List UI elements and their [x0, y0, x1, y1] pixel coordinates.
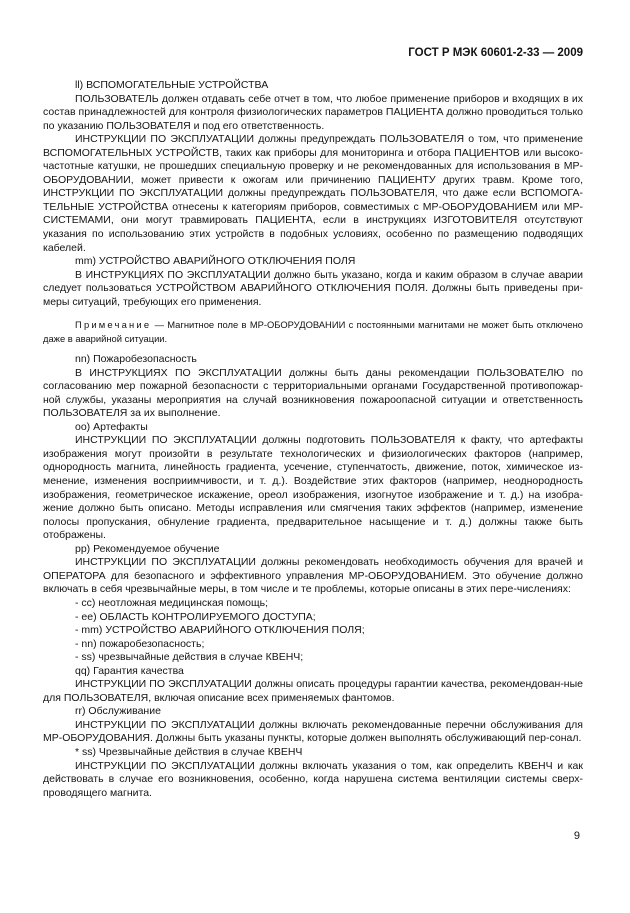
note-label: Примечание	[75, 319, 152, 331]
note	[43, 318, 583, 345]
section-heading-pp: рр) Рекомендуемое обучение	[75, 542, 220, 555]
list-item: - mm) УСТРОЙСТВО АВАРИЙНОГО ОТКЛЮЧЕНИЯ ПОЛЯ;	[75, 624, 365, 637]
section-heading-oo: оо) Артефакты	[75, 420, 148, 433]
note-text: — Магнитное поле в МР-ОБОРУДОВАНИИ с постоянными магнитами не может быть отключено даже в аварийной ситуации.	[43, 319, 583, 344]
paragraph: В ИНСТРУКЦИЯХ ПО ЭКСПЛУАТАЦИИ должно быть указано, когда и каким образом в случае аварии следует пользоваться УСТРОЙСТВОМ АВАРИЙНОГО ОТКЛЮЧЕНИЯ ПОЛЯ. Должны быть приведены при-меры ситуаций, требующих его применения.	[43, 268, 583, 308]
paragraph: ИНСТРУКЦИИ ПО ЭКСПЛУАТАЦИИ должны рекомендовать необходимость обучения для врачей и ОПЕРАТОРА для безопасного и эффективного управления МР-ОБОРУДОВАНИЕМ. Это обучение должно включать в себя чрезвычайные меры, в том числе и те проблемы, которые описаны в этих пере-числениях:	[43, 556, 583, 596]
paragraph: ИНСТРУКЦИИ ПО ЭКСПЛУАТАЦИИ должны описать процедуры гарантии качества, рекомендован-ные для ПОЛЬЗОВАТЕЛЯ, включая описание всех применяемых фантомов.	[43, 678, 583, 704]
section-heading-mm: mm) УСТРОЙСТВО АВАРИЙНОГО ОТКЛЮЧЕНИЯ ПОЛЯ	[75, 255, 356, 268]
list-item: - ss) чрезвычайные действия в случае КВЕНЧ;	[75, 651, 304, 664]
list-item: - nn) пожаробезопасность;	[75, 637, 205, 650]
standard-header: ГОСТ Р МЭК 60601-2-33 — 2009	[408, 47, 583, 59]
paragraph: ПОЛЬЗОВАТЕЛЬ должен отдавать себе отчет в том, что любое применение приборов и входящих в их состав принадлежностей для контроля физиологических параметров ПАЦИЕНТА должно проводиться только по указанию ПОЛЬЗОВАТЕЛЯ и под его ответственность.	[43, 92, 583, 132]
paragraph: ИНСТРУКЦИИ ПО ЭКСПЛУАТАЦИИ должны включать рекомендованные перечни обслуживания для МР-ОБОРУДОВАНИЯ. Должны быть указаны пункты, которые должен выполнять обслуживающий пер-сонал.	[43, 718, 583, 745]
paragraph: ИНСТРУКЦИИ ПО ЭКСПЛУАТАЦИИ должны подготовить ПОЛЬЗОВАТЕЛЯ к факту, что артефакты изображения могут произойти в результате технологических и физиологических факторов (например, однородность магнита, линейность градиента, усечение, ступенчатость, движение, поток, химическое из-менение, изменения восприимчивости, и т. д.). Воздействие этих факторов (например, неоднородность изображения, геометрическое искажение, ореол изображения, изогнутое изображение и т. д.) на изобра-жение должно быть описано. Методы исправления или смягчения таких эффектов (например, изменение полосы пропускания, обнуление градиента, предварительное насыщение и т. д.) должны также быть отображены.	[43, 434, 583, 542]
section-heading-qq: qq) Гарантия качества	[75, 664, 184, 677]
document-body	[43, 79, 583, 800]
section-heading-ss: * ss) Чрезвычайные действия в случае КВЕНЧ	[75, 745, 303, 758]
paragraph: В ИНСТРУКЦИЯХ ПО ЭКСПЛУАТАЦИИ должны быть даны рекомендации ПОЛЬЗОВАТЕЛЮ по согласованию мер пожарной безопасности с территориальными органами Государственной противопожар-ной службы, указаны мероприятия на случай возникновения пожароопасной ситуации и ответственность ПОЛЬЗОВАТЕЛЯ за их выполнение.	[43, 366, 583, 420]
list-item: - сс) неотложная медицинская помощь;	[75, 596, 269, 609]
paragraph: ИНСТРУКЦИИ ПО ЭКСПЛУАТАЦИИ должны предупреждать ПОЛЬЗОВАТЕЛЯ о том, что применение ВСПОМОГАТЕЛЬНЫХ УСТРОЙСТВ, таких как приборы для мониторинга и отбора ПАЦИЕНТОВ или высоко-частотные катушки, не прошедших специальную проверку и не рекомендованных для использования в МР-ОБОРУДОВАНИИ, может привести к ожогам или причинению ПАЦИЕНТУ других травм. Кроме того, ИНСТРУКЦИИ ПО ЭКСПЛУАТАЦИИ должны предупреждать ПОЛЬЗОВАТЕЛЯ, что даже если ВСПОМОГА-ТЕЛЬНЫЕ УСТРОЙСТВА отнесены к категориям приборов, совместимых с МР-ОБОРУДОВАНИЕМ или МР-СИСТЕМАМИ, они могут травмировать ПАЦИЕНТА, если в инструкциях ИЗГОТОВИТЕЛЯ отсутствуют указания по использованию этих устройств в подобных условиях, особенно по размещению подводящих кабелей.	[43, 133, 583, 254]
section-heading-ll: ll) ВСПОМОГАТЕЛЬНЫЕ УСТРОЙСТВА	[75, 79, 269, 91]
section-heading-rr: rr) Обслуживание	[75, 705, 161, 718]
paragraph: ИНСТРУКЦИИ ПО ЭКСПЛУАТАЦИИ должны включать указания о том, как определить КВЕНЧ и как действовать в случае его возникновения, особенно, когда нарушена система вентиляции системы сверх-проводящего магнита.	[43, 759, 583, 799]
section-heading-nn: nn) Пожаробезопасность	[75, 353, 197, 366]
page-number: 9	[573, 830, 580, 842]
list-item: - ее) ОБЛАСТЬ КОНТРОЛИРУЕМОГО ДОСТУПА;	[75, 610, 316, 623]
